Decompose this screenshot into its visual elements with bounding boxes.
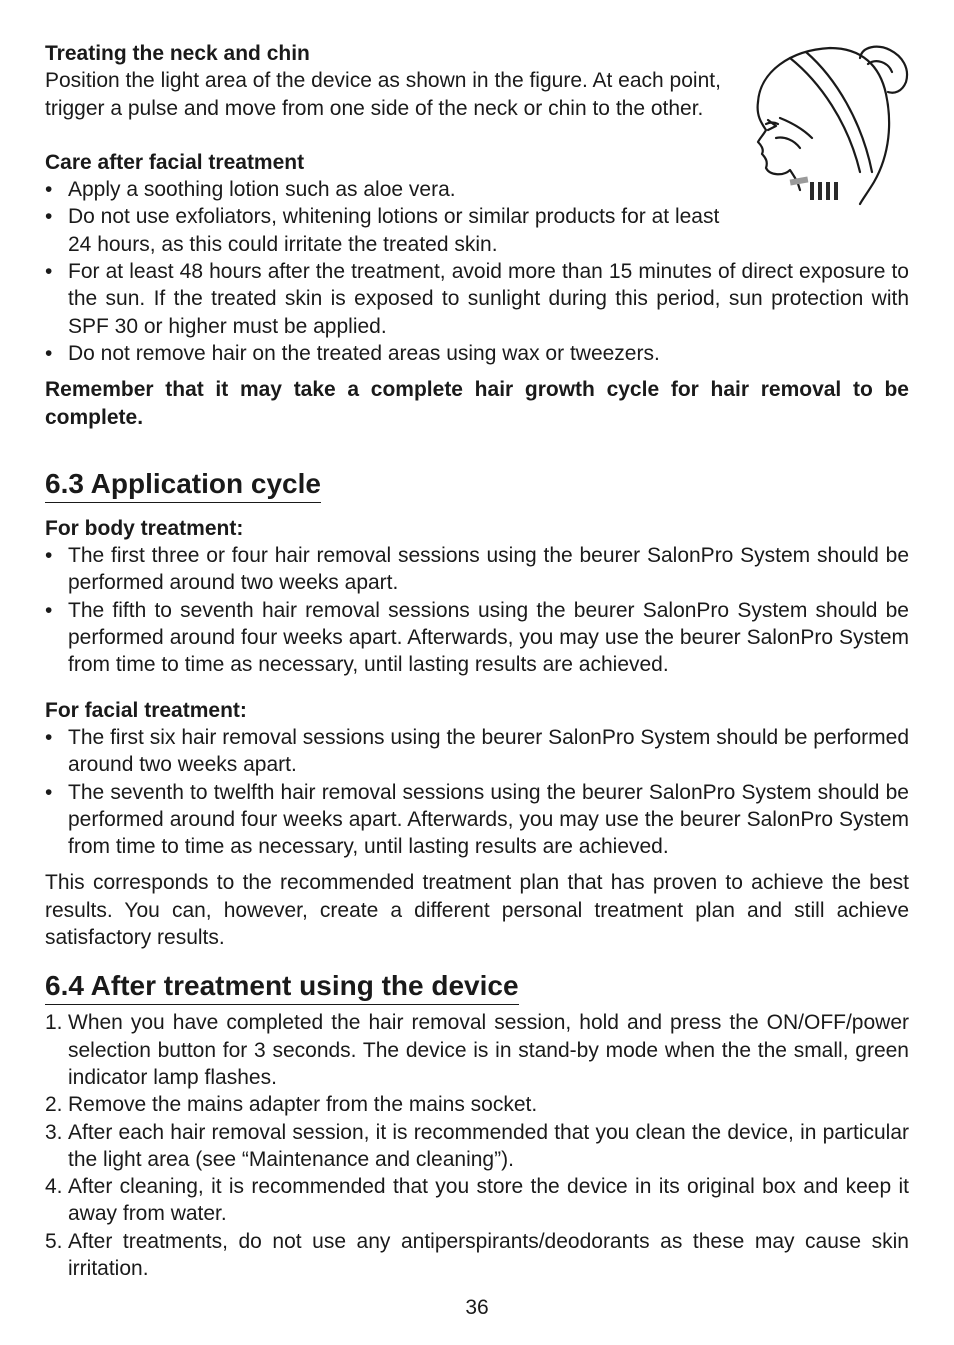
section-6-4-title: 6.4 After treatment using the device [45,969,519,1005]
item-text: After each hair removal session, it is recommended that you clean the device, in particular the light area (see “Maintenance and cleaning”). [68,1120,909,1171]
item-number: 2. [45,1093,63,1117]
page-content [45,40,909,1282]
list-item: • The first three or four hair removal sessions using the beurer SalonPro System should be performed around two weeks apart. [45,542,909,597]
neck-chin-text: Position the light area of the device as shown in the figure. At each point, trigger a pulse and move from one side of the neck or chin to the other. [45,69,721,120]
body-treatment-heading: For body treatment: [45,516,244,540]
list-item: • The seventh to twelfth hair removal sessions using the beurer SalonPro System should be performed around four weeks apart. Afterwards, you may use the beurer SalonPro System from time to time as necessary, until lasting results are achieved. [45,779,909,861]
page-number: 36 [465,1296,489,1319]
item-number: 5. [45,1229,63,1253]
list-item: • Apply a soothing lotion such as aloe vera. [45,176,909,203]
list-item: • Do not remove hair on the treated areas using wax or tweezers. [45,340,909,367]
facial-treatment-heading: For facial treatment: [45,698,247,722]
list-item [45,1091,909,1118]
item-number: 4. [45,1175,63,1199]
list-item [45,1009,909,1091]
list-item: • The first six hair removal sessions using the beurer SalonPro System should be performed around two weeks apart. [45,724,909,779]
list-item: • The fifth to seventh hair removal sessions using the beurer SalonPro System should be performed around four weeks apart. Afterwards, you may use the beurer SalonPro System from time to time as necessary, until lasting results are achieved. [45,597,909,679]
item-number: 1. [45,1011,63,1035]
list-item [45,1173,909,1228]
section-6-3-title: 6.3 Application cycle [45,467,321,503]
neck-chin-heading: Treating the neck and chin [45,42,310,65]
item-text: When you have completed the hair removal session, hold and press the ON/OFF/power selection button for 3 seconds. The device is in stand-by mode when the the small, green indicator lamp flashes. [68,1011,909,1089]
care-heading: Care after facial treatment [45,150,305,174]
list-item: • Do not use exfoliators, whitening lotions or similar products for at least 24 hours, as this could irritate the treated skin. [45,203,744,258]
after-treatment-list [45,1009,909,1282]
neck-chin-section [45,40,750,122]
list-item: • For at least 48 hours after the treatment, avoid more than 15 minutes of direct exposure to the sun. If the treated skin is exposed to sunlight during this period, sun protection with SPF 30 or higher must be applied. [45,258,909,340]
item-text: After treatments, do not use any antiperspirants/deodorants as these may cause skin irritation. [68,1229,909,1280]
item-text: After cleaning, it is recommended that you store the device in its original box and keep it away from water. [68,1175,909,1226]
item-number: 3. [45,1120,63,1144]
list-item [45,1119,909,1174]
body-treatment-list [45,542,909,678]
care-note: Remember that it may take a complete hair growth cycle for hair removal to be complete. [45,378,909,429]
treatment-plan-summary: This corresponds to the recommended treatment plan that has proven to achieve the best results. You can, however, create a different personal treatment plan and still achieve satisfactory results. [45,871,909,950]
care-list [45,176,909,367]
item-text: Remove the mains adapter from the mains socket. [68,1093,538,1117]
facial-treatment-list [45,724,909,860]
list-item [45,1228,909,1283]
